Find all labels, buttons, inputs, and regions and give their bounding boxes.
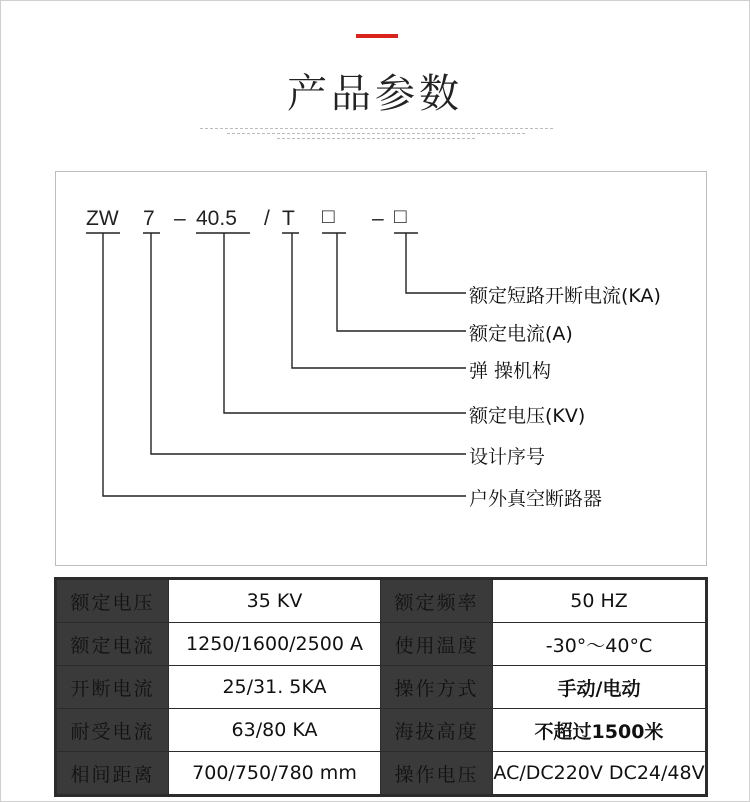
- table-row: [56, 623, 707, 666]
- legend-rated-voltage: 额定电压(KV): [469, 405, 586, 427]
- spec-value: 50 HZ: [493, 579, 707, 623]
- spec-value: 63/80 KA: [169, 709, 381, 752]
- spec-key: 耐受电流: [56, 709, 169, 752]
- spec-key: 操作方式: [380, 666, 492, 709]
- spec-key: 使用温度: [380, 623, 492, 666]
- code-mechanism: T: [282, 207, 295, 230]
- spec-key: 海拔高度: [380, 709, 492, 752]
- spec-table: [54, 577, 708, 797]
- legend-breaking-current: 额定短路开断电流(KA): [469, 285, 661, 307]
- legend-mechanism: 弹 操机构: [469, 360, 552, 382]
- legend-design-no: 设计序号: [469, 446, 546, 468]
- decorative-subtitle-lines: [200, 124, 554, 144]
- table-row: [56, 709, 707, 752]
- spec-key: 额定电流: [56, 623, 169, 666]
- table-row: [56, 579, 707, 623]
- model-code-diagram: [55, 171, 707, 566]
- code-design-no: 7: [143, 207, 155, 230]
- spec-value: 手动/电动: [493, 666, 707, 709]
- table-row: [56, 666, 707, 709]
- spec-key: 额定电压: [56, 579, 169, 623]
- legend-series: 户外真空断路器: [469, 488, 603, 510]
- spec-value: 700/750/780 mm: [169, 752, 381, 796]
- code-series: ZW: [86, 207, 119, 230]
- spec-value: AC/DC220V DC24/48V: [493, 752, 707, 796]
- spec-value: 35 KV: [169, 579, 381, 623]
- table-row: [56, 752, 707, 796]
- code-dash-1: –: [174, 207, 186, 230]
- page-title: 产品参数: [287, 71, 463, 117]
- code-breaking-box: □: [394, 205, 407, 228]
- spec-value: 25/31. 5KA: [169, 666, 381, 709]
- spec-value: 1250/1600/2500 A: [169, 623, 381, 666]
- code-voltage: 40.5: [196, 207, 237, 230]
- spec-value: 不超过1500米: [493, 709, 707, 752]
- spec-key: 额定频率: [380, 579, 492, 623]
- legend-rated-current: 额定电流(A): [469, 323, 573, 345]
- title-accent-bar: [356, 34, 398, 38]
- spec-key: 相间距离: [56, 752, 169, 796]
- code-current-box: □: [322, 205, 335, 228]
- leader-lines: [56, 172, 706, 565]
- code-slash: /: [264, 207, 270, 230]
- spec-key: 开断电流: [56, 666, 169, 709]
- code-dash-2: –: [372, 207, 384, 230]
- spec-key: 操作电压: [380, 752, 492, 796]
- spec-value: -30°～40°C: [493, 623, 707, 666]
